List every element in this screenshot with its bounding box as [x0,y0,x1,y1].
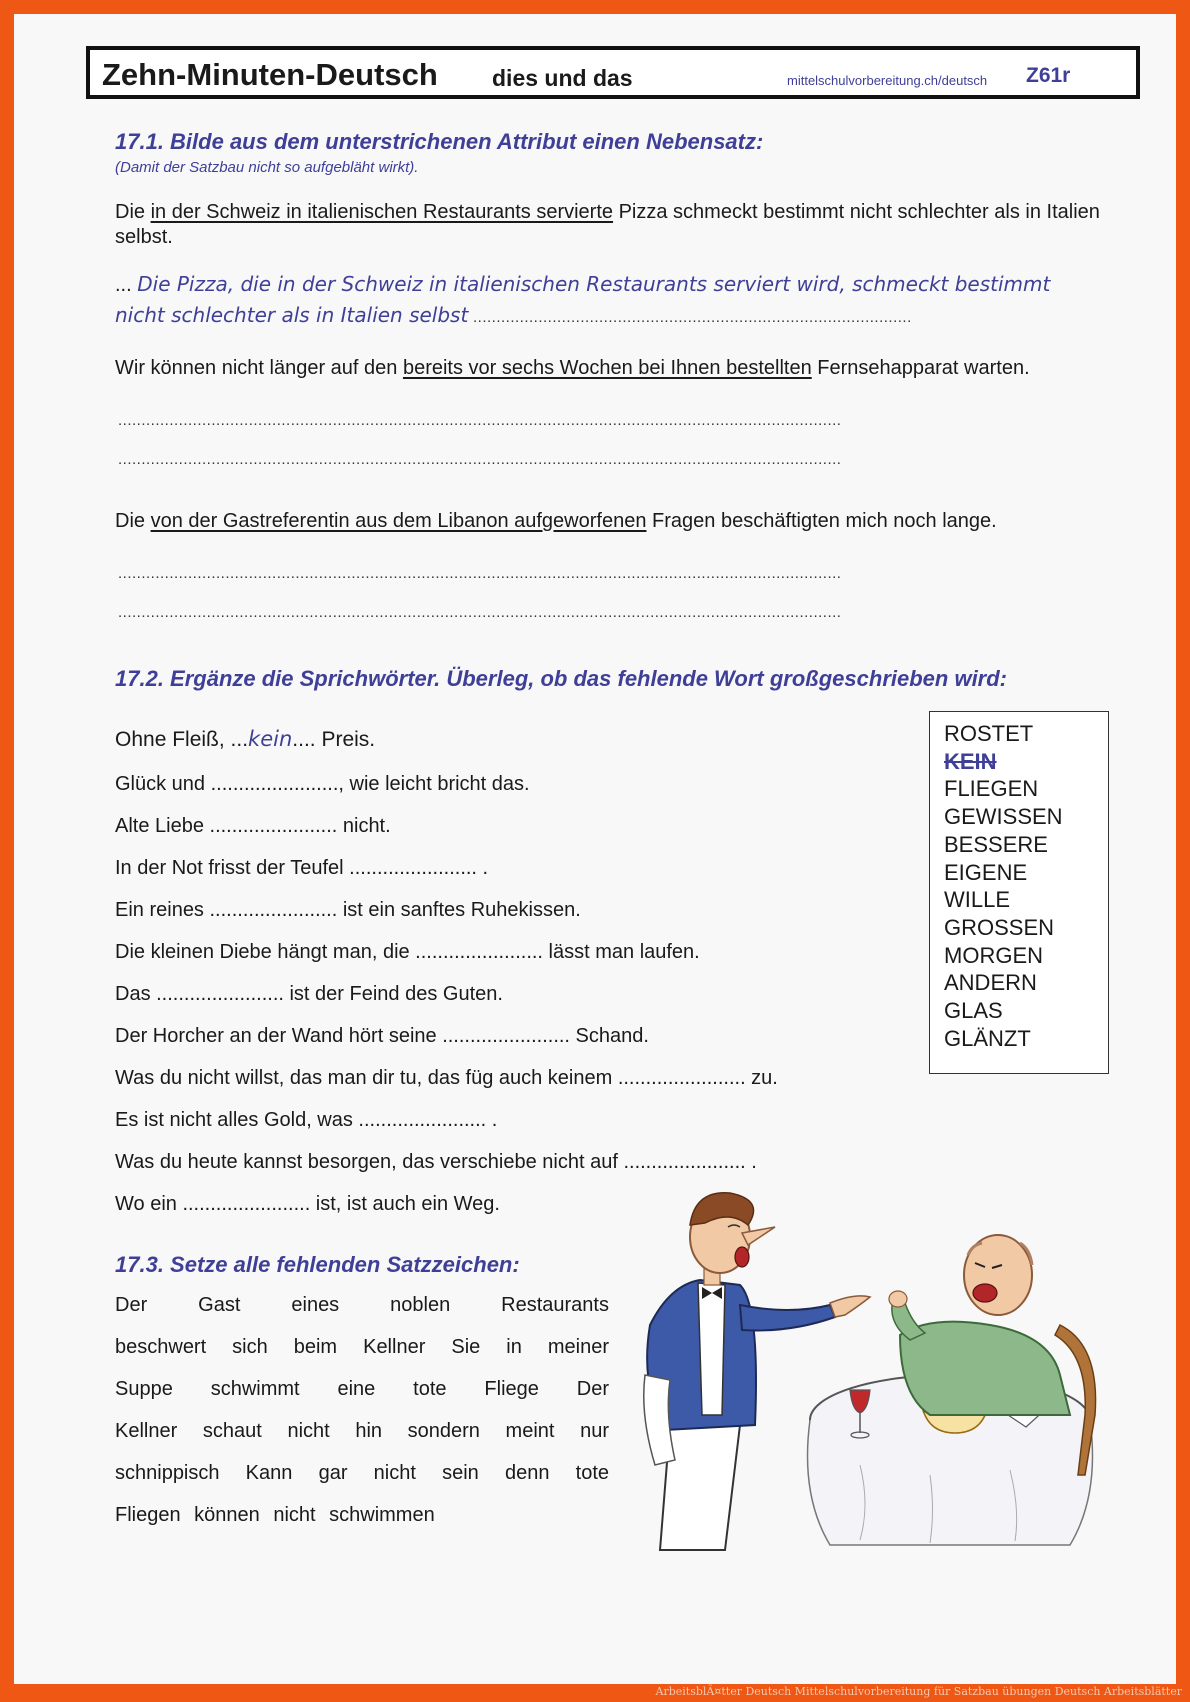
exercise1-sentence1 [115,200,1135,250]
sentence1-post: Pizza schmeckt bestimmt nicht schlechter als in Italien selbst. [115,201,1100,248]
word-bank-item: GROSSEN [944,914,1055,940]
header-code: Z61r [1026,64,1071,87]
proverb-item: Ein reines ....................... ist ein sanftes Ruhekissen. [115,899,581,921]
handwritten-fill: kein [248,727,293,751]
section3-title: 17.3. Setze alle fehlenden Satzzeichen: [115,1252,520,1277]
proverb-item: Alte Liebe ....................... nicht. [115,815,391,837]
proverb-item: Die kleinen Diebe hängt man, die ....................... lässt man laufen. [115,941,700,963]
sentence1-attribute: in der Schweiz in italienischen Restaurants servierte [150,201,614,223]
answer-line2 [115,303,912,328]
answer-prefix: ... [115,274,138,296]
sentence3-attribute: von der Gastreferentin aus dem Libanon aufgeworfenen [150,510,647,532]
word-bank-item: ROSTET [944,721,1034,746]
word-bank-item: WILLE [944,887,1011,913]
sentence3-pre: Die [115,510,151,532]
word-bank-item: GLAS [944,998,1003,1024]
worksheet-header [86,46,1140,99]
answer-dotted-line: .............................................................................................. [468,309,912,326]
word-bank [929,711,1109,1074]
punctuation-text-line: Kellner schaut nicht hin sondern meint nur [115,1420,609,1442]
footer-caption: ArbeitsblÃ¤tter Deutsch Mittelschulvorbereitung für Satzbau übungen Deutsch Arbeitsblätter [655,1685,1182,1698]
word-bank-item: FLIEGEN [944,776,1039,802]
word-bank-item: GLÄNZT [944,1025,1031,1051]
section1-title: 17.1. Bilde aus dem unterstrichenen Attribut einen Nebensatz: [115,129,764,154]
proverb-item: Der Horcher an der Wand hört seine ....................... Schand. [115,1025,649,1047]
waiter-guest-illustration [630,1175,1120,1555]
sentence1-pre: Die [115,201,151,223]
blank-line[interactable]: ........................................................................................................................................................... [118,604,842,621]
blank-line[interactable]: ........................................................................................................................................................... [118,412,842,429]
proverb-example-post: .... Preis. [292,728,376,751]
sentence2-attribute: bereits vor sechs Wochen bei Ihnen bestellten [402,357,812,379]
exercise1-sentence2 [115,357,1030,380]
proverb-example-pre: Ohne Fleiß, ... [115,728,249,751]
sentence2-pre: Wir können nicht länger auf den [115,357,403,379]
word-bank-item: EIGENE [944,859,1028,885]
section1-note: (Damit der Satzbau nicht so aufgebläht wirkt). [115,159,419,176]
word-bank-item: GEWISSEN [944,804,1063,830]
blank-line[interactable]: ........................................................................................................................................................... [118,565,842,582]
proverb-item: Glück und ......................., wie leicht bricht das. [115,773,530,795]
answer-line1 [115,272,1050,297]
handwritten-answer-part2: nicht schlechter als in Italien selbst [115,303,469,327]
punctuation-text-line: Suppe schwimmt eine tote Fliege Der [115,1378,609,1400]
header-url: mittelschulvorbereitung.ch/deutsch [787,73,988,88]
section2-title: 17.2. Ergänze die Sprichwörter. Überleg, ob das fehlende Wort großgeschrieben wird: [115,666,1008,691]
guest-figure [889,1235,1070,1415]
header-subtitle: dies und das [492,65,633,91]
proverb-item: Was du nicht willst, das man dir tu, das füg auch keinem ....................... zu. [115,1067,778,1089]
proverb-item: In der Not frisst der Teufel ....................... . [115,857,489,879]
punctuation-text-line: beschwert sich beim Kellner Sie in meiner [115,1336,609,1358]
word-bank-item: ANDERN [944,970,1037,996]
word-bank-item-crossed: KEIN [944,748,997,774]
proverb-item: Was du heute kannst besorgen, das verschiebe nicht auf ...................... . [115,1151,757,1173]
sentence3-post: Fragen beschäftigten mich noch lange. [646,510,997,532]
word-bank-item: MORGEN [944,942,1043,968]
proverb-item: Es ist nicht alles Gold, was ....................... . [115,1109,498,1131]
punctuation-text-line: Fliegen können nicht schwimmen [115,1504,435,1526]
proverb-item: Wo ein ....................... ist, ist auch ein Weg. [115,1193,500,1215]
word-bank-item: BESSERE [944,831,1048,857]
punctuation-text-line: schnippisch Kann gar nicht sein denn tote [115,1462,609,1484]
blank-line[interactable]: ........................................................................................................................................................... [118,451,842,468]
exercise1-sentence3 [115,510,997,533]
proverb-example [115,727,375,752]
proverb-item: Das ....................... ist der Feind des Guten. [115,983,503,1005]
header-title: Zehn-Minuten-Deutsch [102,57,438,92]
sentence2-post: Fernsehapparat warten. [811,357,1030,379]
punctuation-text-line: Der Gast eines noblen Restaurants [115,1294,609,1316]
handwritten-answer-part1: Die Pizza, die in der Schweiz in italienischen Restaurants serviert wird, schmeckt bestimmt [137,272,1051,296]
